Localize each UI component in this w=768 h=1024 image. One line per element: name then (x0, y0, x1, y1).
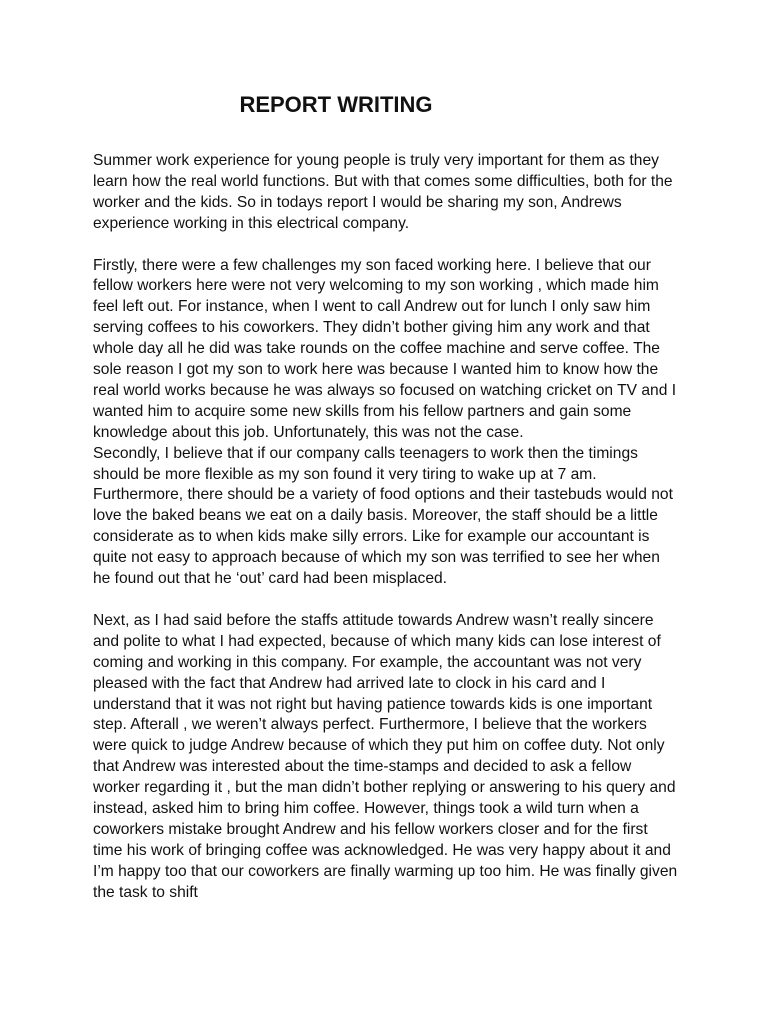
paragraph-spacer (93, 590, 678, 611)
paragraph-intro: Summer work experience for young people is truly very important for them as they learn how the real world functions. But with that comes some difficulties, both for the worker and the kids. So in todays report I would be sharing my son, Andrews experience working in this electrical company. (93, 152, 673, 232)
paragraph-spacer (93, 235, 678, 256)
paragraph-secondly: Secondly, I believe that if our company calls teenagers to work then the timings should be more flexible as my son found it very tiring to wake up at 7 am. Furthermore, there should be a variety of food options and their tastebuds would not love the baked beans we eat on a daily basis. Moreover, the staff should be a little considerate as to when kids make silly errors. Like for example our accountant is quite not easy to approach because of which my son was terrified to see her when he found out that he ‘out’ card had been misplaced. (93, 444, 673, 588)
paragraph-firstly: Firstly, there were a few challenges my son faced working here. I believe that our fellow workers here were not very welcoming to my son working , which made him feel left out. For instance, when I went to call Andrew out for lunch I only saw him serving coffees to his coworkers. They didn’t bother giving him any work and that whole day all he did was take rounds on the coffee machine and serve coffee. The sole reason I got my son to work here was because I wanted him to know how the real world works because he was always so focused on watching cricket on TV and I wanted him to acquire some new skills from his fellow partners and gain some knowledge about this job. Unfortunately, this was not the case. (93, 256, 677, 441)
document-body (93, 151, 678, 904)
document-title: REPORT WRITING (239, 92, 433, 117)
paragraph-next: Next, as I had said before the staffs attitude towards Andrew wasn’t really sincere and polite to what I had expected, because of which many kids can lose interest of coming and working in this company. For example, the accountant was not very pleased with the fact that Andrew had arrived late to clock in his card and I understand that it was not right but having patience towards kids is one important step. Afterall , we weren’t always perfect. Furthermore, I believe that the workers were quick to judge Andrew because of which they put him on coffee duty. Not only that Andrew was interested about the time-stamps and decided to ask a fellow worker regarding it , but the man didn’t bother replying or answering to his query and instead, asked him to bring him coffee. However, things took a wild turn when a coworkers mistake brought Andrew and his fellow workers closer and for the first time his work of bringing coffee was acknowledged. He was very happy about it and I’m happy too that our coworkers are finally warming up too him. He was finally given the task to shift (93, 611, 678, 901)
